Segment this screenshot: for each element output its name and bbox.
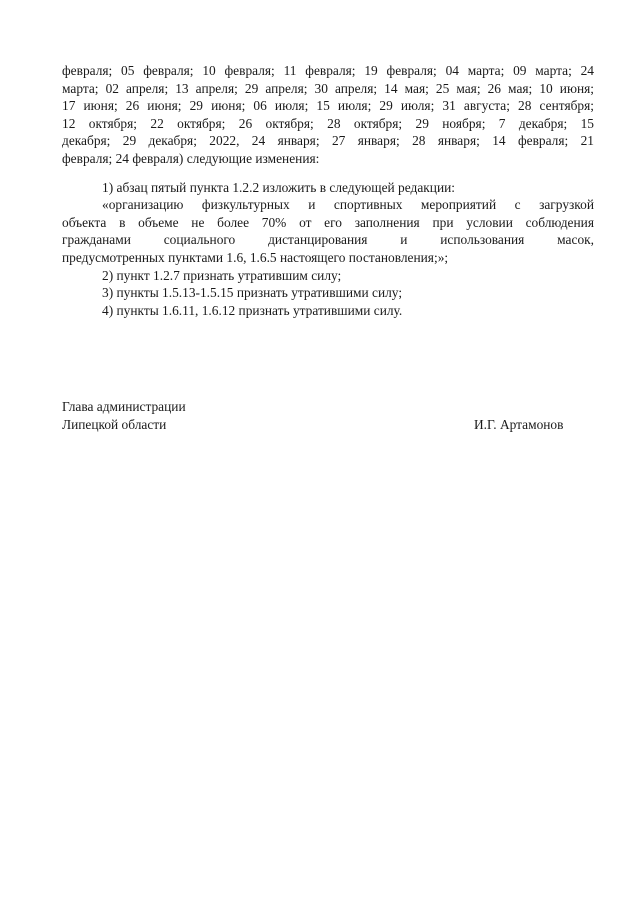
signatory-position-line-2: Липецкой области <box>62 417 167 432</box>
quote-line-1: «организацию физкультурных и спортивных мероприятий с загрузкой <box>102 197 594 213</box>
item-1: 1) абзац пятый пункта 1.2.2 изложить в следующей редакции: <box>102 179 455 195</box>
intro-line-4: 12 октября; 22 октября; 26 октября; 28 октября; 29 ноября; 7 декабря; 15 <box>62 115 594 131</box>
intro-line-3: 17 июня; 26 июня; 29 июня; 06 июля; 15 июля; 29 июля; 31 августа; 28 сентября; <box>62 98 594 114</box>
item-4: 4) пункты 1.6.11, 1.6.12 признать утратившими силу. <box>102 302 403 318</box>
item-3: 3) пункты 1.5.13-1.5.15 признать утратившими силу; <box>102 285 403 301</box>
item-2: 2) пункт 1.2.7 признать утратившим силу; <box>102 267 342 283</box>
quote-line-4: предусмотренных пунктами 1.6, 1.6.5 настоящего постановления;»; <box>62 249 449 265</box>
quote-line-2: объекта в объеме не более 70% от его заполнения при условии соблюдения <box>62 214 594 230</box>
signatory-position-line-1: Глава администрации <box>62 399 186 414</box>
signatory-name: И.Г. Артамонов <box>474 417 564 432</box>
amendment-body <box>62 62 594 319</box>
intro-line-6: февраля; 24 февраля) следующие изменения: <box>62 150 320 166</box>
intro-line-2: марта; 02 апреля; 13 апреля; 29 апреля; 30 апреля; 14 мая; 25 мая; 26 мая; 10 июня; <box>62 80 594 96</box>
intro-line-1: февраля; 05 февраля; 10 февраля; 11 февраля; 19 февраля; 04 марта; 09 марта; 24 <box>62 63 594 78</box>
intro-line-5: декабря; 29 декабря; 2022, 24 января; 27 января; 28 января; 14 февраля; 21 <box>62 133 594 149</box>
quote-line-3: гражданами социального дистанцирования и использования масок, <box>62 232 594 248</box>
